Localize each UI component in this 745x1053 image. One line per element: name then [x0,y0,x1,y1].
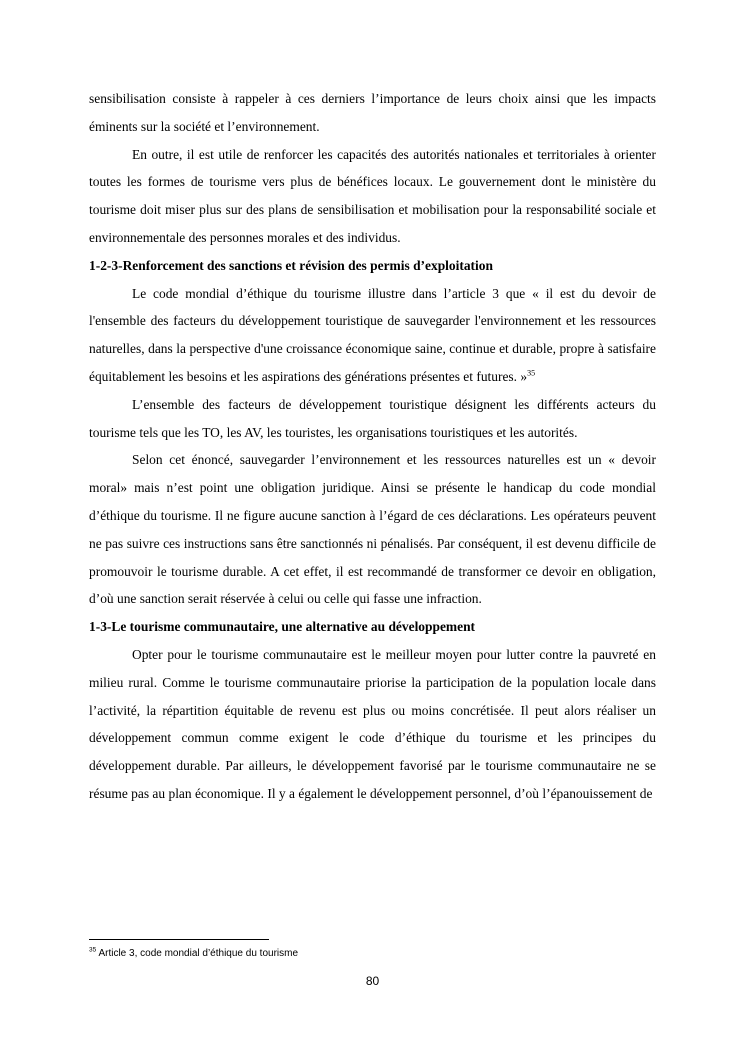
paragraph-5: Selon cet énoncé, sauvegarder l’environnement et les ressources naturelles est un « devoir moral» mais n’est point une obligation juridique. Ainsi se présente le handicap du code mondial d’éthique du tourisme. Il ne figure aucune sanction à l’égard de ces déclarations. Les opérateurs peuvent ne pas suivre ces instructions sans être sanctionnés ni pénalisés. Par conséquent, il est devenu difficile de promouvoir le tourisme durable. A cet effet, il est recommandé de transformer ce devoir en obligation, d’où une sanction serait réservée à celui ou celle qui fasse une infraction. [89,452,656,607]
footnote-reference-35: 35 [527,368,536,378]
paragraph-6: Opter pour le tourisme communautaire est le meilleur moyen pour lutter contre la pauvreté en milieu rural. Comme le tourisme communautaire priorise la participation de la population locale dans l’activité, la répartition équitable de revenu est plus ou moins concrétisée. Il peut alors réaliser un développement commun comme exigent le code d’éthique du tourisme et les principes du développement durable. Par ailleurs, le développement favorisé par le tourisme communautaire ne se résume pas au plan économique. Il y a également le développement personnel, d’où l’épanouissement de [89,646,656,801]
paragraph-3 [89,280,656,391]
page-number: 80 [365,974,380,988]
paragraph-4: L’ensemble des facteurs de développement touristique désignent les différents acteurs du tourisme tels que les TO, les AV, les touristes, les organisations touristiques et les autorités. [89,396,656,440]
body-text [89,85,656,808]
section-heading-1-2-3: 1-2-3-Renforcement des sanctions et révision des permis d’exploitation [89,257,493,273]
paragraph-1: sensibilisation consiste à rappeler à ces derniers l’importance de leurs choix ainsi que les impacts éminents sur la société et l’environnement. [89,91,656,134]
paragraph-3-text: Le code mondial d’éthique du tourisme illustre dans l’article 3 que « il est du devoir de l'ensemble des facteurs du développement touristique de sauvegarder l'environnement et les ressources naturelles, dans la perspective d'une croissance économique saine, continue et durable, propre à satisfaire équitablement les besoins et les aspirations des générations présentes et futures. » [89,285,656,384]
footnote-text: Article 3, code mondial d’éthique du tourisme [96,948,299,959]
footnote [89,947,656,961]
footnote-separator [89,939,269,940]
footnote-number: 35 [89,946,97,954]
paragraph-2: En outre, il est utile de renforcer les capacités des autorités nationales et territoriales à orienter toutes les formes de tourisme vers plus de bénéfices locaux. Le gouvernement dont le ministère du tourisme doit miser plus sur des plans de sensibilisation et mobilisation pour la responsabilité sociale et environnementale des personnes morales et des individus. [89,146,656,245]
section-heading-1-3: 1-3-Le tourisme communautaire, une alternative au développement [89,619,476,635]
